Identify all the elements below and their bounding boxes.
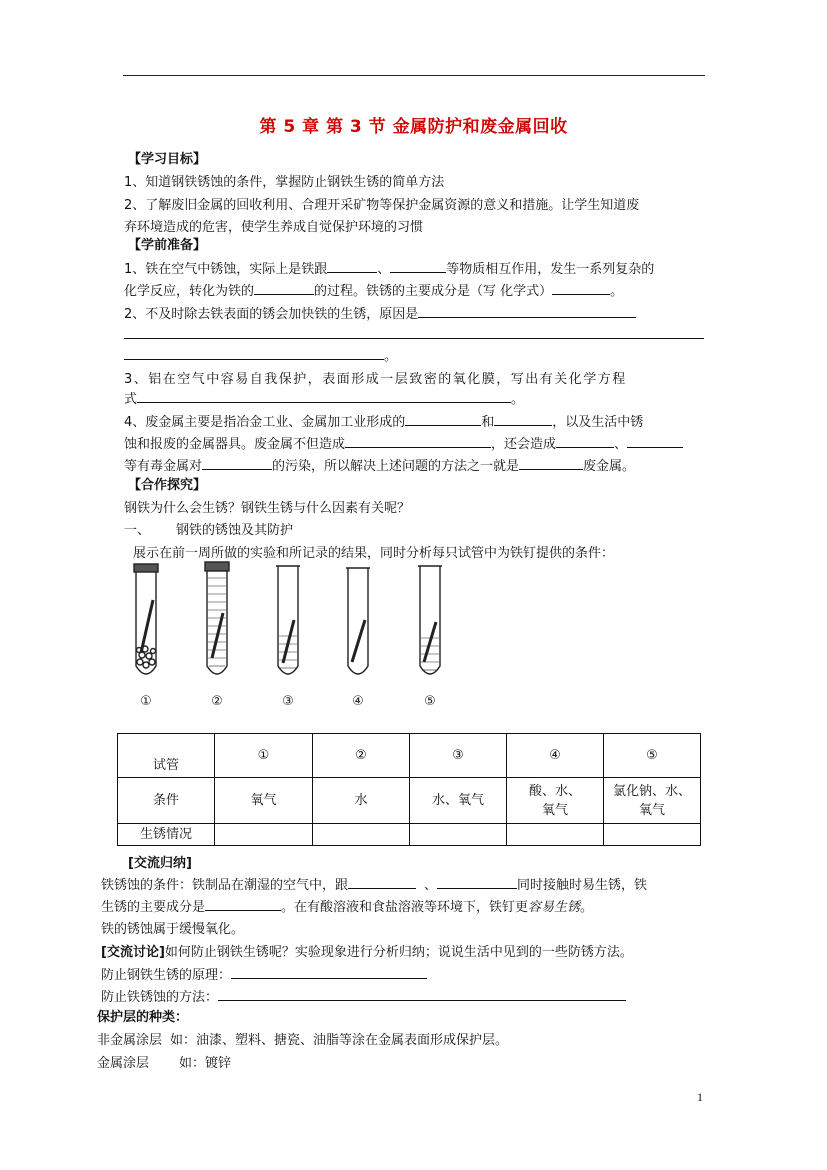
prep-q3-blank[interactable] — [137, 390, 511, 403]
table-cell-rust-5[interactable] — [604, 824, 701, 846]
explore-subtitle — [124, 519, 293, 538]
test-tube-5 — [418, 566, 442, 674]
prep-q4-text-f: 的污染，所以解决上述问题的方法之一就是 — [272, 459, 520, 474]
prep-q1-blank-4[interactable] — [552, 282, 610, 295]
summary-text-d: 。在有酸溶液和食盐溶液等环境下，铁钉更 — [281, 900, 529, 915]
summary-text-c: 生锈的主要成分是 — [101, 900, 206, 915]
condition-4-line-1: 酸、水、 — [528, 783, 581, 799]
table-cell-rust-1[interactable] — [215, 824, 313, 846]
prep-q4-sep: 、 — [614, 437, 628, 452]
prep-q3-line1: 3、铝在空气中容易自我保护，表面形成一层致密的氧化膜，写出有关化学方程 — [124, 372, 627, 387]
table-row — [118, 824, 701, 846]
figure-label-2: ② — [211, 694, 223, 709]
prep-q4-text-a: 4、废金属主要是指冶金工业、金属加工业形成的 — [124, 415, 406, 430]
prep-q2-blank-2[interactable] — [124, 347, 384, 360]
prep-q4-blank-3[interactable] — [345, 435, 491, 448]
prep-q4-blank-1[interactable] — [405, 413, 481, 426]
metal-coating-label: 金属涂层 — [97, 1056, 150, 1071]
objective-1: 1、知道钢铁锈蚀的条件，掌握防止钢铁生锈的简单方法 — [124, 175, 445, 190]
table-cell-condition-1 — [215, 778, 313, 824]
explore-question: 钢铁为什么会生锈？钢铁生锈与什么因素有关呢？ — [124, 501, 411, 516]
section-heading-explore: 【合作探究】 — [128, 478, 207, 493]
header-rule — [123, 75, 705, 76]
summary-line-2 — [101, 896, 593, 915]
table-row — [118, 734, 701, 778]
figure-label-1: ① — [140, 694, 152, 709]
section-heading-summary: [交流归纳] — [128, 856, 192, 871]
prep-q3-text-b: 式 — [124, 392, 138, 407]
condition-5-line-1: 氯化钠、水、 — [612, 783, 691, 799]
prep-q4-blank-6[interactable] — [202, 457, 272, 470]
table-header-tube: 试管 — [118, 734, 215, 778]
nonmetal-coating-label: 非金属涂层 — [97, 1033, 163, 1048]
prep-q2-line3 — [124, 345, 397, 364]
prep-q2-answer-line[interactable] — [124, 338, 704, 339]
prep-q4-blank-7[interactable] — [519, 457, 583, 470]
objective-2b: 弃环境造成的危害，使学生养成自觉保护环境的习惯 — [124, 220, 424, 235]
condition-3-line-1: 水、氧气 — [431, 793, 484, 808]
metal-coating-text: 如：镀锌 — [179, 1056, 232, 1071]
table-row-label-rust: 生锈情况 — [118, 824, 215, 846]
prep-q4-text-c: 蚀和报废的金属器具。废金属不但造成 — [124, 437, 346, 452]
summary-blank-3[interactable] — [205, 898, 281, 911]
principle-line — [101, 964, 427, 983]
condition-5-line-2: 氧气 — [638, 802, 665, 818]
nonmetal-coating-line — [97, 1029, 508, 1048]
prep-q2-line1 — [124, 303, 636, 322]
page-title: 第 5 章 第 3 节 金属防护和废金属回收 — [259, 117, 568, 137]
table-cell-condition-3 — [410, 778, 507, 824]
table-row-label-condition: 条件 — [118, 778, 215, 824]
discussion-heading: [交流讨论] — [101, 945, 165, 960]
prep-q4-text-d: ，还会造成 — [491, 437, 557, 452]
prep-q3-end: 。 — [511, 392, 525, 407]
table-cell-condition-4 — [507, 778, 604, 824]
table-cell-rust-4[interactable] — [507, 824, 604, 846]
test-tube-3 — [276, 566, 300, 674]
prep-q4-text-g: 废金属。 — [583, 459, 636, 474]
table-cell-rust-2[interactable] — [313, 824, 410, 846]
summary-sep: 、 — [424, 878, 438, 893]
prep-q4-text-e: 等有毒金属对 — [124, 459, 203, 474]
table-col-2: ② — [313, 734, 410, 778]
prep-q4-line1 — [124, 411, 643, 430]
prep-q4-line3 — [124, 455, 635, 474]
page-number: 1 — [697, 1090, 703, 1104]
figure-label-4: ④ — [352, 694, 364, 709]
principle-label: 防止钢铁生锈的原理： — [101, 968, 232, 983]
table-cell-condition-2 — [313, 778, 410, 824]
prep-q1-text-c: 化学反应，转化为铁的 — [124, 284, 255, 299]
prep-q1-line1 — [124, 258, 654, 277]
prep-q2-end: 。 — [384, 349, 398, 364]
table-col-4: ④ — [507, 734, 604, 778]
explore-intro: 展示在前一周所做的实验和所记录的结果，同时分析每只试管中为铁钉提供的条件： — [133, 546, 615, 561]
summary-line-3: 铁的锈蚀属于缓慢氧化。 — [101, 922, 245, 937]
prep-q4-and: 和 — [481, 415, 495, 430]
test-tube-1 — [134, 564, 158, 674]
test-tube-figure — [127, 558, 457, 710]
nonmetal-coating-text: 如：油漆、塑料、搪瓷、油脂等涂在金属表面形成保护层。 — [170, 1033, 509, 1048]
prep-q4-text-b: ，以及生活中锈 — [552, 415, 644, 430]
table-col-1: ① — [215, 734, 313, 778]
test-tube-4 — [346, 568, 370, 674]
explore-subtitle-num: 一、 — [124, 523, 151, 538]
test-tube-2 — [205, 562, 229, 674]
prep-q1-sep: 、 — [377, 262, 391, 277]
table-col-5: ⑤ — [604, 734, 701, 778]
prep-q1-blank-1[interactable] — [327, 260, 377, 273]
summary-blank-1[interactable] — [348, 876, 416, 889]
explore-subtitle-text: 钢铁的锈蚀及其防护 — [176, 523, 294, 538]
table-col-3: ③ — [410, 734, 507, 778]
methods-line — [101, 986, 626, 1005]
section-heading-objectives: 【学习目标】 — [128, 152, 207, 167]
prep-q4-blank-4[interactable] — [556, 435, 614, 448]
table-cell-rust-3[interactable] — [410, 824, 507, 846]
summary-blank-2[interactable] — [437, 876, 517, 889]
table-cell-condition-5 — [604, 778, 701, 824]
prep-q1-line2 — [124, 280, 623, 299]
prep-q4-blank-5[interactable] — [627, 435, 683, 448]
summary-text-b: 同时接触时易生锈，铁 — [517, 878, 648, 893]
prep-q1-blank-2[interactable] — [390, 260, 446, 273]
section-heading-preparation: 【学前准备】 — [128, 238, 207, 253]
condition-4-line-2: 氧气 — [541, 802, 568, 818]
prep-q1-text-d: 的过程。铁锈的主要成分是（写 化学式） — [314, 284, 553, 299]
figure-label-5: ⑤ — [424, 694, 436, 709]
prep-q2-blank-1[interactable] — [418, 305, 636, 318]
prep-q1-blank-3[interactable] — [254, 282, 314, 295]
protection-heading: 保护层的种类： — [97, 1010, 189, 1025]
summary-text-emph: 容易生锈 — [528, 900, 581, 915]
discussion-text: 如何防止钢铁生锈呢？实验现象进行分析归纳；说说生活中见到的一些防锈方法。 — [164, 945, 633, 960]
methods-blank[interactable] — [218, 988, 626, 1001]
prep-q1-end: 。 — [610, 284, 624, 299]
metal-coating-line — [97, 1052, 231, 1071]
summary-text-a: 铁锈蚀的条件：铁制品在潮湿的空气中，跟 — [101, 878, 349, 893]
prep-q2-text: 2、不及时除去铁表面的锈会加快铁的生锈，原因是 — [124, 307, 419, 322]
table-row — [118, 778, 701, 824]
methods-label: 防止铁锈蚀的方法： — [101, 990, 219, 1005]
prep-q1-text-b: 等物质相互作用，发生一系列复杂的 — [446, 262, 655, 277]
figure-label-3: ③ — [282, 694, 294, 709]
discussion-line — [101, 941, 633, 960]
prep-q3-line2 — [124, 388, 524, 407]
prep-q4-line2 — [124, 433, 683, 452]
condition-2-line-1: 水 — [354, 793, 368, 808]
prep-q1-text-a: 1、铁在空气中锈蚀，实际上是铁跟 — [124, 262, 328, 277]
rust-conditions-table — [117, 733, 701, 846]
summary-text-end: 。 — [580, 900, 594, 915]
principle-blank[interactable] — [231, 966, 427, 979]
objective-2a: 2、了解废旧金属的回收利用、合理开采矿物等保护金属资源的意义和措施。让学生知道废 — [124, 198, 640, 213]
prep-q4-blank-2[interactable] — [494, 413, 552, 426]
condition-1-line-1: 氧气 — [250, 793, 277, 808]
summary-line-1 — [101, 874, 647, 893]
